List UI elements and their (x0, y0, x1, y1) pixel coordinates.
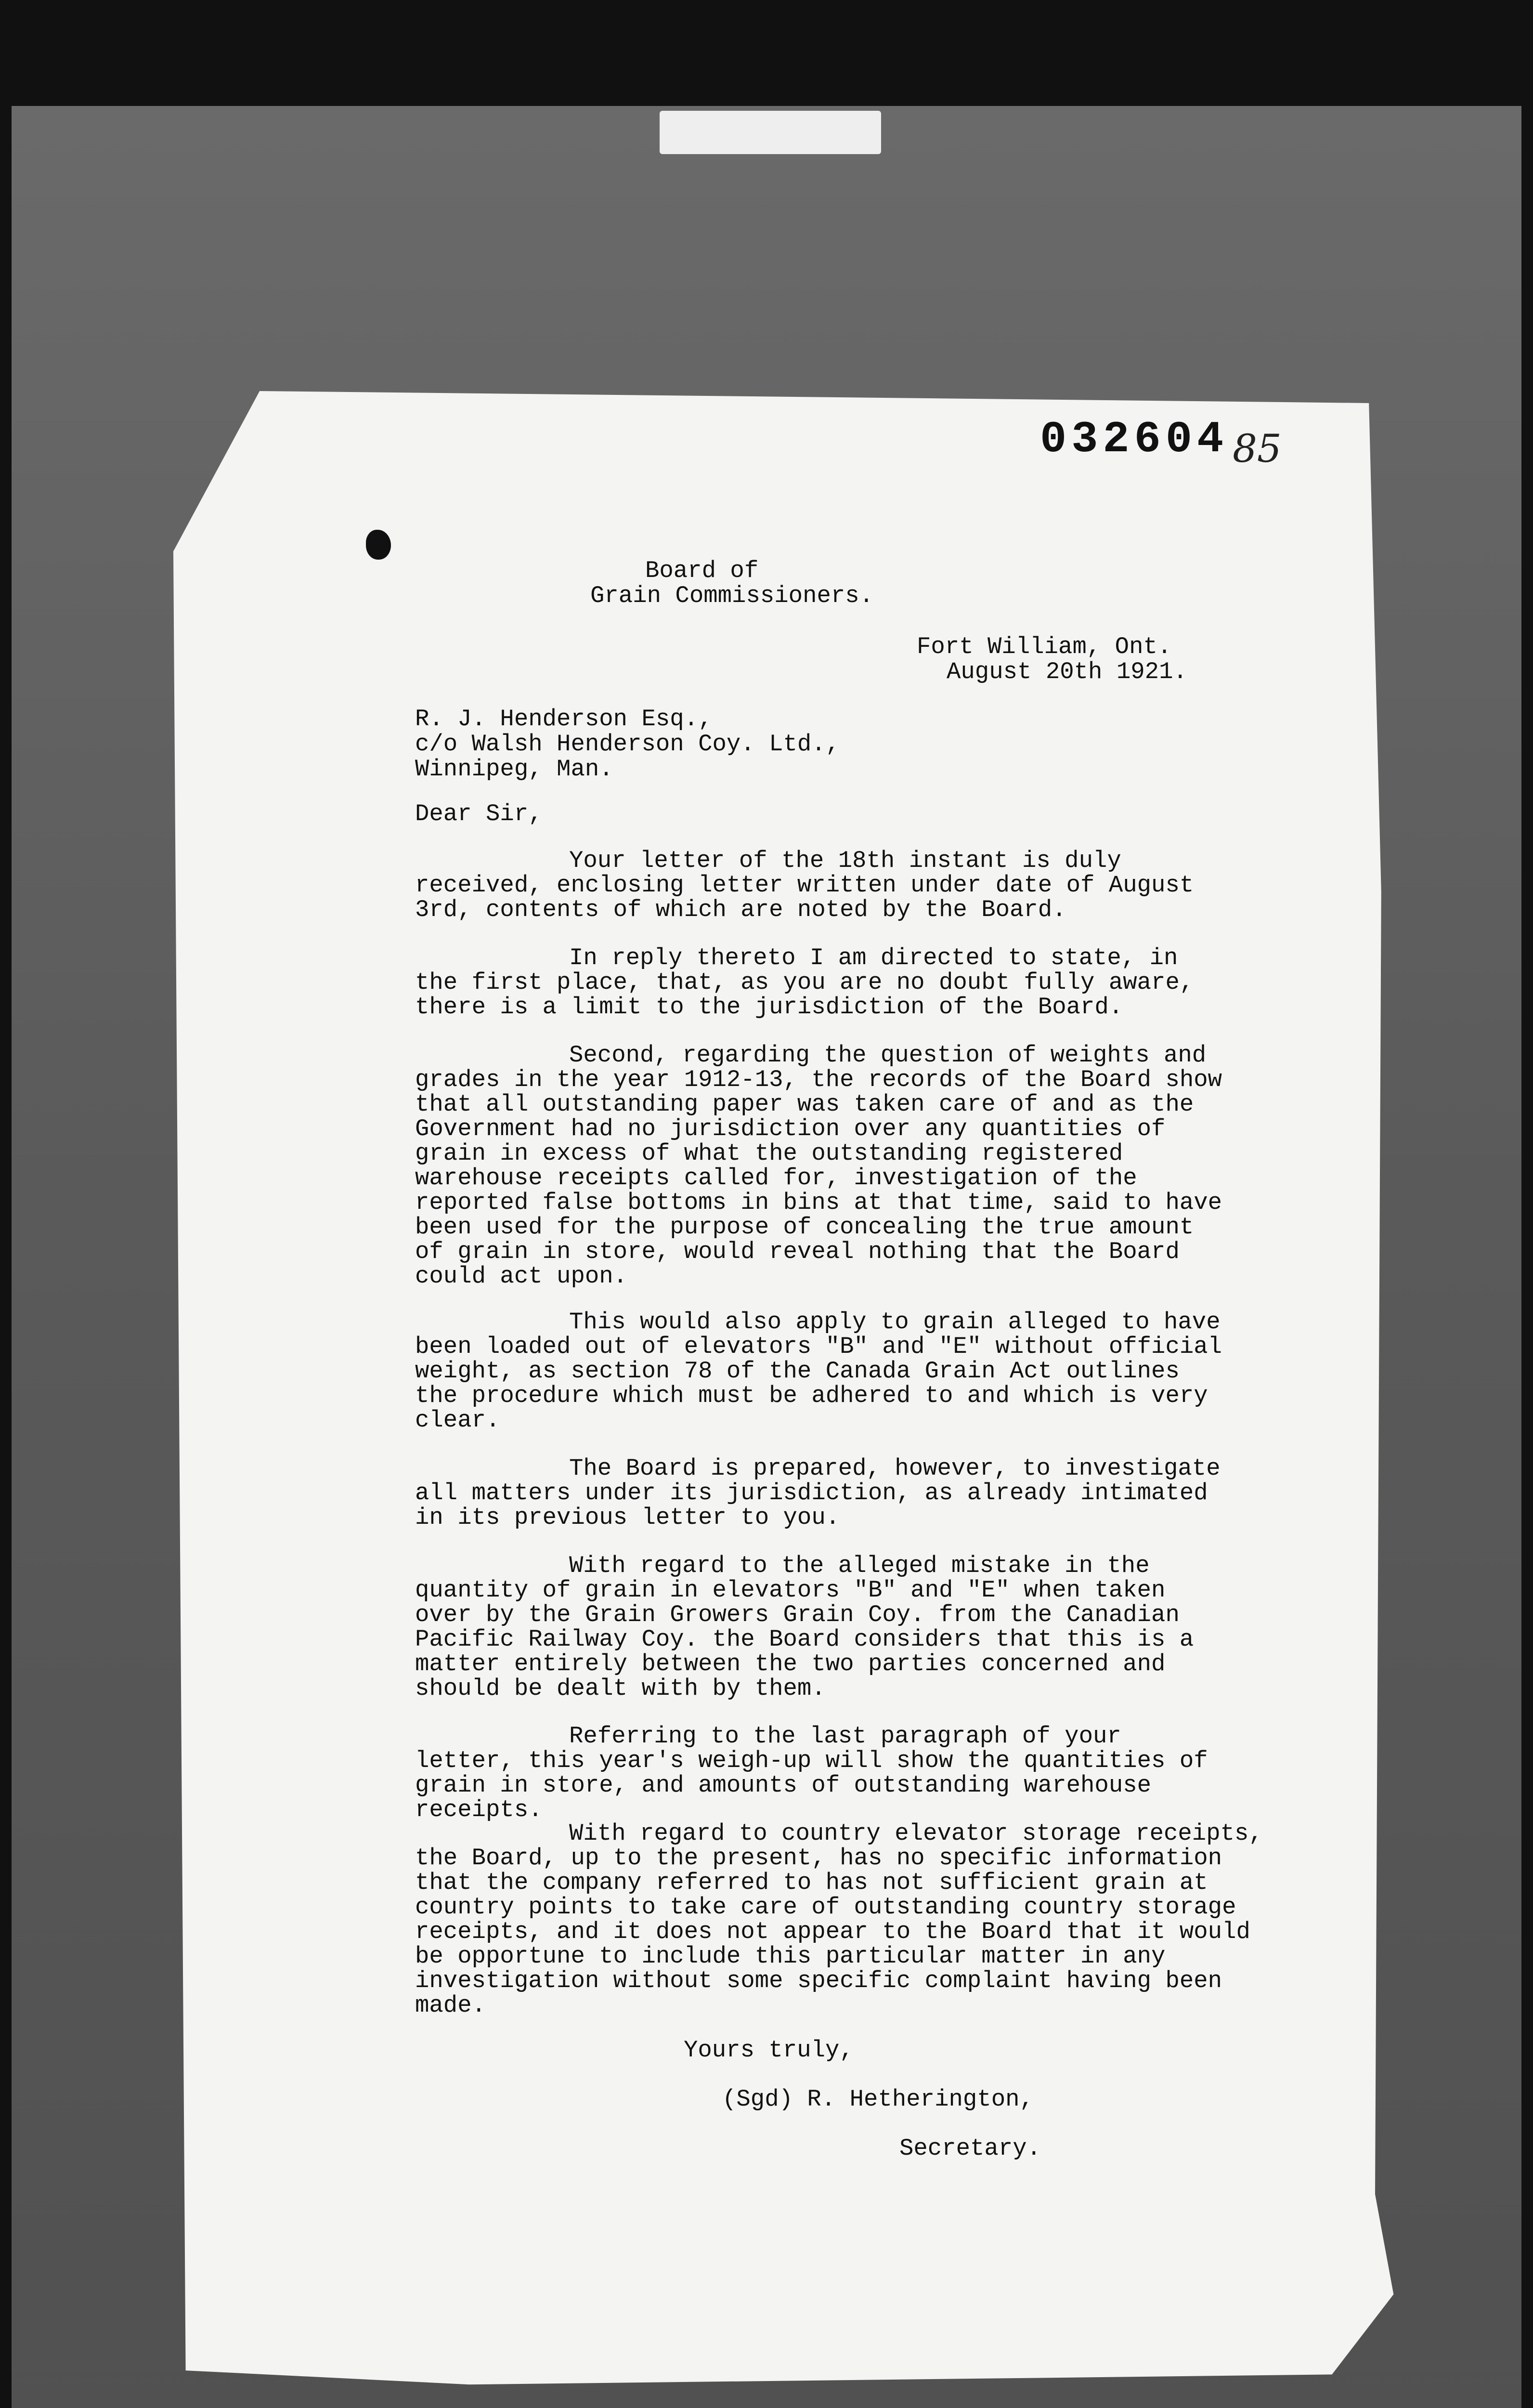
paragraph-7: Referring to the last paragraph of your letter, this year's weigh-up will show the quantities of grain in store, and amounts of outstanding warehouse receipts. (415, 1723, 1208, 1823)
paragraph-1: Your letter of the 18th instant is duly received, enclosing letter written under date of August 3rd, contents of which are noted by the Board. (415, 847, 1194, 923)
mounting-tab (660, 111, 881, 154)
paragraph-6: With regard to the alleged mistake in the quantity of grain in elevators "B" and "E" when taken over by the Grain Growers Grain Coy. from the Canadian Pacific Railway Coy. the Board considers that this is a matter entirely between the two parties concerned and should be dealt with by them. (415, 1552, 1194, 1702)
signatory-title: Secretary. (899, 2135, 1041, 2162)
paragraph-4: This would also apply to grain alleged to have been loaded out of elevators "B" and "E" without official weight, as section 78 of the Canada Grain Act outlines the procedure which must be adhered to and which is very clear. (415, 1309, 1222, 1434)
paragraph-3: Second, regarding the question of weights and grades in the year 1912-13, the records of the Board show that all outstanding paper was taken care of and as the Government had no jurisdiction over any quantities of grain in excess of what the outstanding registered warehouse receipts called for, investigation of the reported false bottoms in bins at that time, said to have been used for the purpose of concealing the true amount of grain in store, would reveal nothing that the Board could act upon. (415, 1042, 1222, 1290)
signature: (Sgd) R. Hetherington, (722, 2086, 1034, 2113)
salutation: Dear Sir, (415, 800, 543, 827)
ink-mark (366, 530, 391, 560)
recipient-line-1: R. J. Henderson Esq., (415, 706, 713, 733)
paragraph-2: In reply thereto I am directed to state, in the first place, that, as you are no doubt fully aware, there is a limit to the jurisdiction of the Board. (415, 944, 1194, 1021)
page-mark: 85 (1233, 426, 1282, 471)
date: August 20th 1921. (947, 658, 1187, 685)
paragraph-5: The Board is prepared, however, to investigate all matters under its jurisdiction, as already intimated in its previous letter to you. (415, 1455, 1221, 1531)
recipient-line-3: Winnipeg, Man. (415, 756, 613, 783)
recipient-line-2: c/o Walsh Henderson Coy. Ltd., (415, 731, 840, 758)
document-number: 032604 (1040, 414, 1229, 465)
letterhead-line-2: Grain Commissioners. (590, 582, 874, 609)
place: Fort William, Ont. (917, 633, 1172, 660)
letterhead-line-1: Board of (645, 557, 759, 584)
closing: Yours truly, (684, 2037, 854, 2064)
paragraph-8: With regard to country elevator storage receipts, the Board, up to the present, has no specific information that the company referred to has not sufficient grain at country points to take care of outstanding country storage receipts, and it does not appear to the Board that it would be opportune to include this particular matter in any investigation without some specific complaint having been made. (415, 1820, 1263, 2019)
